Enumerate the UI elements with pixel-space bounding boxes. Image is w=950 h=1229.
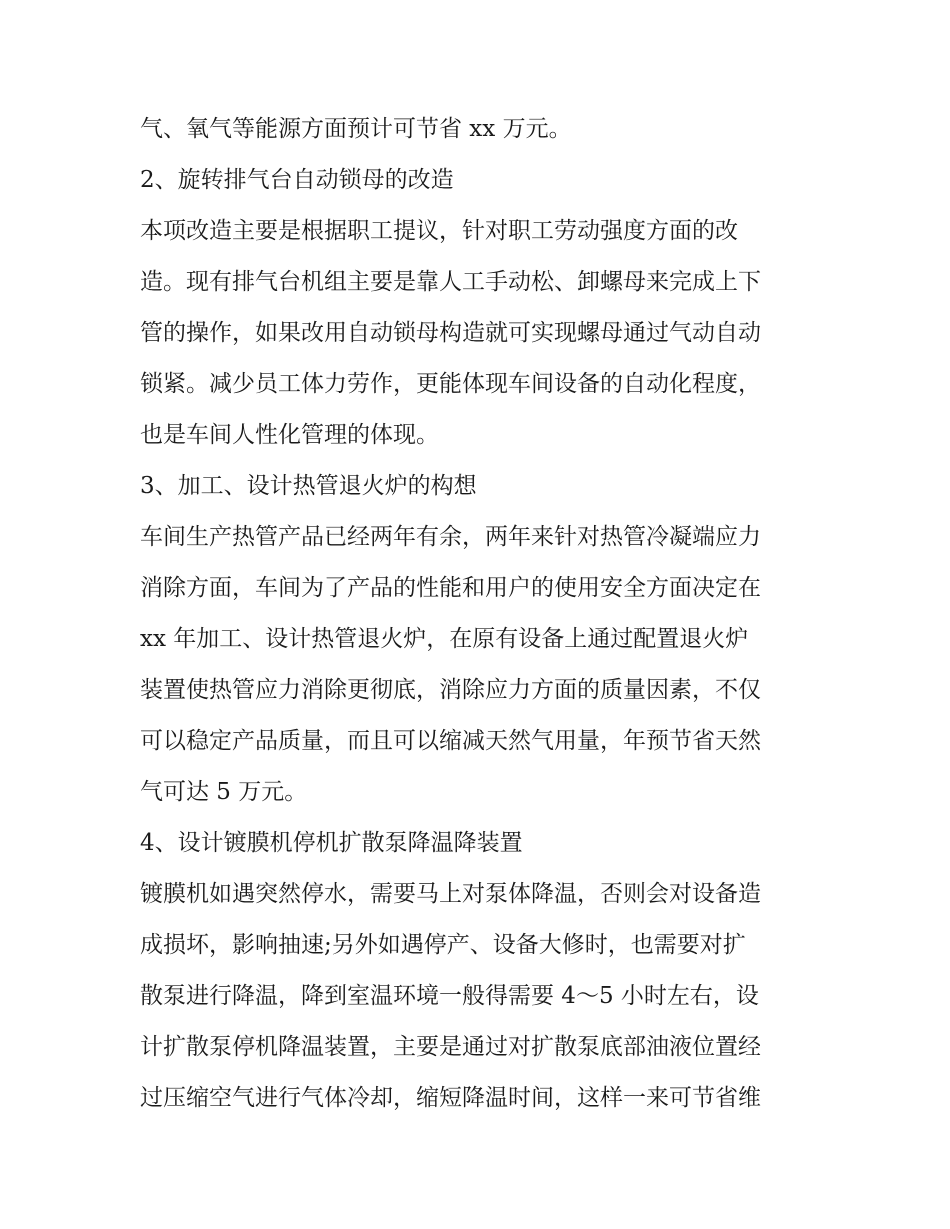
section-heading: 4、设计镀膜机停机扩散泵降温降装置 [140, 830, 523, 856]
text-line: 可以稳定产品质量，而且可以缩减天然气用量，年预节省天然 [140, 728, 761, 754]
text-line: 成损坏，影响抽速;另外如遇停产、设备大修时，也需要对扩 [140, 932, 746, 958]
section-heading: 2、旋转排气台自动锁母的改造 [140, 167, 454, 193]
text-line: 消除方面，车间为了产品的性能和用户的使用安全方面决定在 [140, 575, 761, 601]
text-line: 也是车间人性化管理的体现。 [140, 422, 439, 448]
text-line: 本项改造主要是根据职工提议，针对职工劳动强度方面的改 [140, 218, 738, 244]
text-line: xx 年加工、设计热管退火炉，在原有设备上通过配置退火炉 [140, 626, 749, 652]
text-line: 管的操作，如果改用自动锁母构造就可实现螺母通过气动自动 [140, 320, 761, 346]
text-line: 计扩散泵停机降温装置，主要是通过对扩散泵底部油液位置经 [140, 1034, 761, 1060]
text-line: 镀膜机如遇突然停水，需要马上对泵体降温，否则会对设备造 [140, 881, 761, 907]
text-line: 气可达 5 万元。 [140, 779, 308, 805]
text-line: 过压缩空气进行气体冷却，缩短降温时间，这样一来可节省维 [140, 1085, 761, 1111]
text-line: 锁紧。减少员工体力劳作，更能体现车间设备的自动化程度， [140, 371, 761, 397]
text-line: 车间生产热管产品已经两年有余，两年来针对热管冷凝端应力 [140, 524, 761, 550]
text-line: 装置使热管应力消除更彻底，消除应力方面的质量因素，不仅 [140, 677, 761, 703]
section-heading: 3、加工、设计热管退火炉的构想 [140, 473, 477, 499]
text-line: 散泵进行降温，降到室温环境一般得需要 4～5 小时左右，设 [140, 983, 759, 1009]
text-line: 气、氧气等能源方面预计可节省 xx 万元。 [140, 116, 572, 142]
document-body [140, 104, 820, 1124]
text-line: 造。现有排气台机组主要是靠人工手动松、卸螺母来完成上下 [140, 269, 761, 295]
